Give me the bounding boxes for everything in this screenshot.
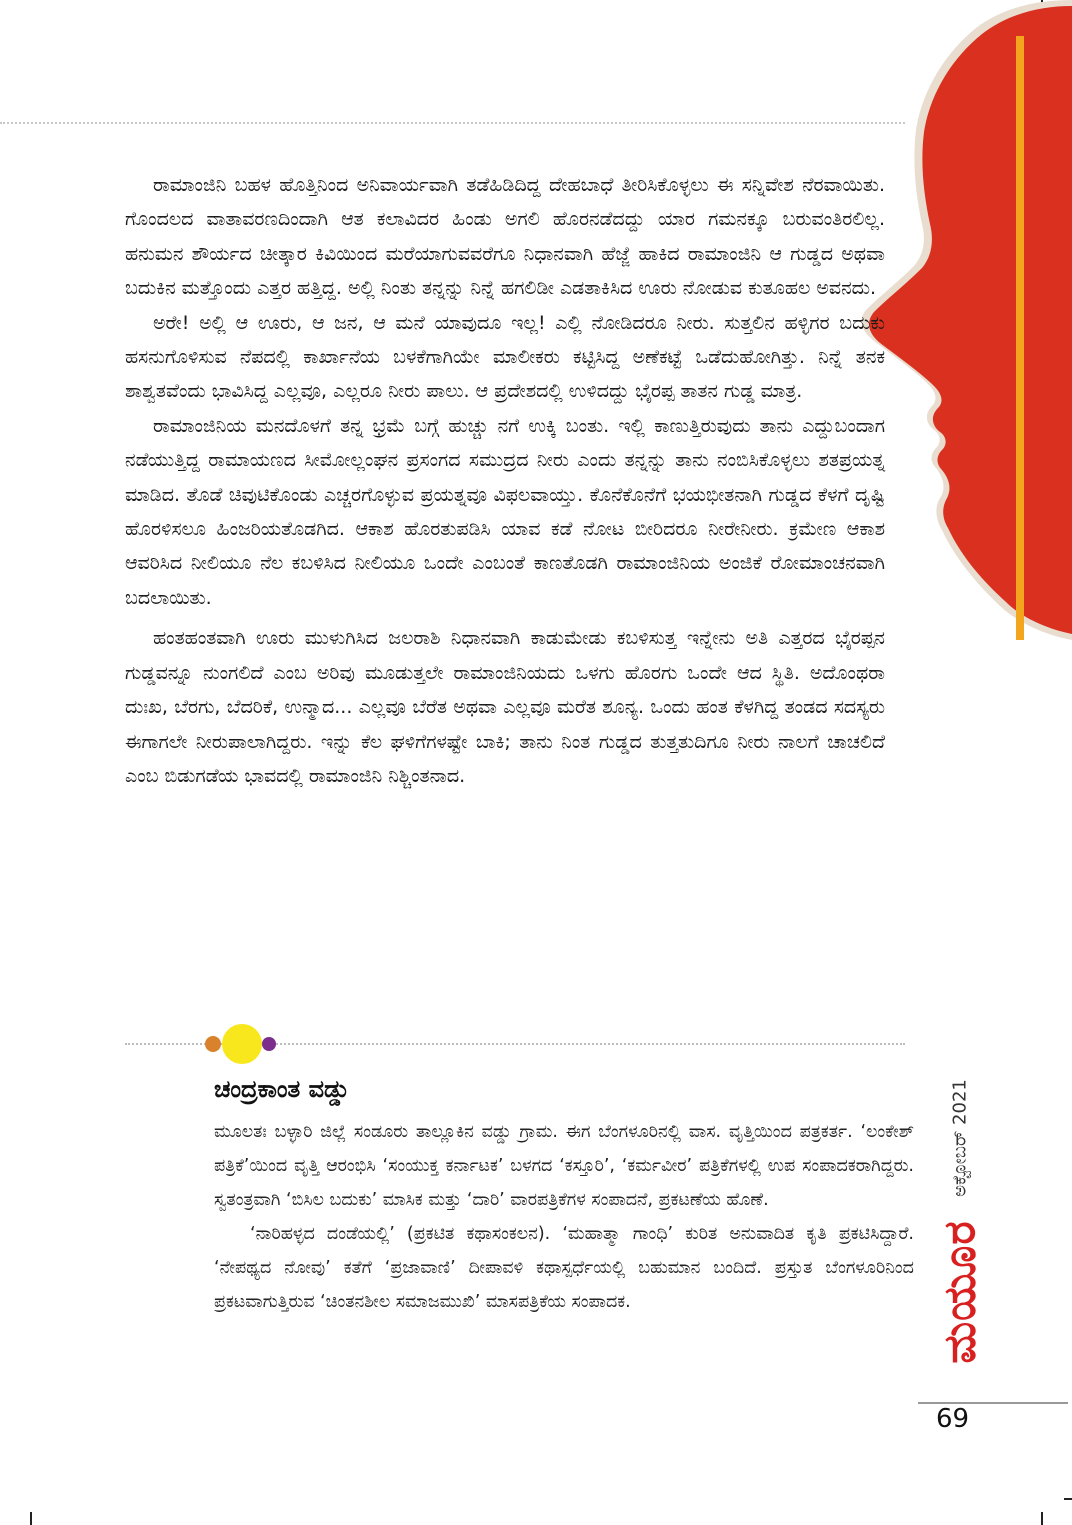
crop-mark xyxy=(30,1512,32,1525)
yellow-dot-icon xyxy=(222,1024,262,1064)
story-paragraph: ರಾಮಾಂಜಿನಿ ಬಹಳ ಹೊತ್ತಿನಿಂದ ಅನಿವಾರ್ಯವಾಗಿ ತಡೆಹಿಡಿದಿದ್ದ ದೇಹಬಾಧೆ ತೀರಿಸಿಕೊಳ್ಳಲು ಈ ಸನ್ನಿವೇಶ ನೆರವಾಯಿತು. ಗೊಂದಲದ ವಾತಾವರಣದಿಂದಾಗಿ ಆತ ಕಲಾವಿದರ ಹಿಂಡು ಅಗಲಿ ಹೊರನಡೆದದ್ದು ಯಾರ ಗಮನಕ್ಕೂ ಬರುವಂತಿರಲಿಲ್ಲ. ಹನುಮನ ಶೌರ್ಯದ ಚೀತ್ಕಾರ ಕಿವಿಯಿಂದ ಮರೆಯಾಗುವವರೆಗೂ ನಿಧಾನವಾಗಿ ಹೆಜ್ಜೆ ಹಾಕಿದ ರಾಮಾಂಜಿನಿ ಆ ಗುಡ್ಡದ ಅಥವಾ ಬದುಕಿನ ಮತ್ತೊಂದು ಎತ್ತರ ಹತ್ತಿದ್ದ. ಅಲ್ಲಿ ನಿಂತು ತನ್ನನ್ನು ನಿನ್ನೆ ಹಗಲಿಡೀ ಎಡತಾಕಿಸಿದ ಊರು ನೋಡುವ ಕುತೂಹಲ ಅವನದು. xyxy=(125,174,885,300)
top-dotted-divider xyxy=(0,122,905,124)
orange-dot-icon xyxy=(205,1036,221,1052)
crop-mark xyxy=(1064,1498,1072,1500)
story-text xyxy=(125,168,885,793)
story-paragraph: ರಾಮಾಂಜಿನಿಯ ಮನದೊಳಗೆ ತನ್ನ ಭ್ರಮೆ ಬಗ್ಗೆ ಹುಚ್ಚು ನಗೆ ಉಕ್ಕಿ ಬಂತು. ಇಲ್ಲಿ ಕಾಣುತ್ತಿರುವುದು ತಾನು ಎದ್ದುಬಂದಾಗ ನಡೆಯುತ್ತಿದ್ದ ರಾಮಾಯಣದ ಸೀಮೋಲ್ಲಂಘನ ಪ್ರಸಂಗದ ಸಮುದ್ರದ ನೀರು ಎಂದು ತನ್ನನ್ನು ತಾನು ನಂಬಿಸಿಕೊಳ್ಳಲು ಶತಪ್ರಯತ್ನ ಮಾಡಿದ. ತೊಡೆ ಚಿವುಟಿಕೊಂಡು ಎಚ್ಚರಗೊಳ್ಳುವ ಪ್ರಯತ್ನವೂ ವಿಫಲವಾಯ್ತು. ಕೊನೆಕೊನೆಗೆ ಭಯಭೀತನಾಗಿ ಗುಡ್ಡದ ಕೆಳಗೆ ದೃಷ್ಟಿ ಹೊರಳಿಸಲೂ ಹಿಂಜರಿಯತೊಡಗಿದ. ಆಕಾಶ ಹೊರತುಪಡಿಸಿ ಯಾವ ಕಡೆ ನೋಟ ಬೀರಿದರೂ ನೀರೇನೀರು. ಕ್ರಮೇಣ ಆಕಾಶ ಆವರಿಸಿದ ನೀಲಿಯೂ ನೆಲ ಕಬಳಿಸಿದ ನೀಲಿಯೂ ಒಂದೇ ಎಂಬಂತೆ ಕಾಣತೊಡಗಿ ರಾಮಾಂಜಿನಿಯ ಅಂಜಿಕೆ ರೋಮಾಂಚನವಾಗಿ ಬದಲಾಯಿತು. xyxy=(125,414,885,609)
bio-separator xyxy=(125,1030,905,1060)
purple-dot-icon xyxy=(262,1037,276,1051)
issue-date: ಅಕ್ಟೋಬರ್ 2021 xyxy=(949,1079,971,1197)
story-paragraph: ಅರೇ! ಅಲ್ಲಿ ಆ ಊರು, ಆ ಜನ, ಆ ಮನೆ ಯಾವುದೂ ಇಲ್ಲ! ಎಲ್ಲಿ ನೋಡಿದರೂ ನೀರು. ಸುತ್ತಲಿನ ಹಳ್ಳಿಗರ ಬದುಕು ಹಸನುಗೊಳಿಸುವ ನೆಪದಲ್ಲಿ ಕಾರ್ಖಾನೆಯ ಬಳಕೆಗಾಗಿಯೇ ಮಾಲೀಕರು ಕಟ್ಟಿಸಿದ್ದ ಅಣೆಕಟ್ಟೆ ಒಡೆದುಹೋಗಿತ್ತು. ನಿನ್ನೆ ತನಕ ಶಾಶ್ವತವೆಂದು ಭಾವಿಸಿದ್ದ ಎಲ್ಲವೂ, ಎಲ್ಲರೂ ನೀರು ಪಾಲು. ಆ ಪ್ರದೇಶದಲ್ಲಿ ಉಳಿದದ್ದು ಭೈರಪ್ಪ ತಾತನ ಗುಡ್ಡ ಮಾತ್ರ. xyxy=(125,311,885,403)
page-number: 69 xyxy=(936,1404,970,1434)
crop-mark xyxy=(1041,1512,1043,1525)
bio-paragraph: ‘ನಾರಿಹಳ್ಳದ ದಂಡೆಯಲ್ಲಿ’ (ಪ್ರಕಟಿತ ಕಥಾಸಂಕಲನ). ‘ಮಹಾತ್ಮಾ ಗಾಂಧಿ’ ಕುರಿತ ಅನುವಾದಿತ ಕೃತಿ ಪ್ರಕಟಿಸಿದ್ದಾರೆ. ‘ನೇಪಥ್ಯದ ನೋವು’ ಕತೆಗೆ ‘ಪ್ರಜಾವಾಣಿ’ ದೀಪಾವಳಿ ಕಥಾಸ್ಪರ್ಧೆಯಲ್ಲಿ ಬಹುಮಾನ ಬಂದಿದೆ. ಪ್ರಸ್ತುತ ಬೆಂಗಳೂರಿನಿಂದ ಪ್ರಕಟವಾಗುತ್ತಿರುವ ‘ಚಿಂತನಶೀಲ ಸಮಾಜಮುಖಿ’ ಮಾಸಪತ್ರಿಕೆಯ ಸಂಪಾದಕ. xyxy=(214,1224,914,1312)
author-bio xyxy=(214,1115,914,1319)
author-name: ಚಂದ್ರಕಾಂತ ವಡ್ಡು xyxy=(214,1075,350,1103)
bio-paragraph: ಮೂಲತಃ ಬಳ್ಳಾರಿ ಜಿಲ್ಲೆ ಸಂಡೂರು ತಾಲ್ಲೂಕಿನ ವಡ್ಡು ಗ್ರಾಮ. ಈಗ ಬೆಂಗಳೂರಿನಲ್ಲಿ ವಾಸ. ವೃತ್ತಿಯಿಂದ ಪತ್ರಕರ್ತ. ‘ಲಂಕೇಶ್ ಪತ್ರಿಕೆ’ಯಿಂದ ವೃತ್ತಿ ಆರಂಭಿಸಿ ‘ಸಂಯುಕ್ತ ಕರ್ನಾಟಕ’ ಬಳಗದ ‘ಕಸ್ತೂರಿ’, ‘ಕರ್ಮವೀರ’ ಪತ್ರಿಕೆಗಳಲ್ಲಿ ಉಪ ಸಂಪಾದಕರಾಗಿದ್ದರು. ಸ್ವತಂತ್ರವಾಗಿ ‘ಬಿಸಿಲ ಬದುಕು’ ಮಾಸಿಕ ಮತ್ತು ‘ದಾರಿ’ ವಾರಪತ್ರಿಕೆಗಳ ಸಂಪಾದನೆ, ಪ್ರಕಟಣೆಯ ಹೊಣೆ. xyxy=(214,1122,914,1210)
magazine-brand: ಮಯೂರ xyxy=(934,1220,986,1364)
story-paragraph: ಹಂತಹಂತವಾಗಿ ಊರು ಮುಳುಗಿಸಿದ ಜಲರಾಶಿ ನಿಧಾನವಾಗಿ ಕಾಡುಮೇಡು ಕಬಳಿಸುತ್ತ ಇನ್ನೇನು ಅತಿ ಎತ್ತರದ ಭೈರಪ್ಪನ ಗುಡ್ಡವನ್ನೂ ನುಂಗಲಿದೆ ಎಂಬ ಅರಿವು ಮೂಡುತ್ತಲೇ ರಾಮಾಂಜಿನಿಯದು ಒಳಗು ಹೊರಗು ಒಂದೇ ಆದ ಸ್ಥಿತಿ. ಅದೊಂಥರಾ ದುಃಖ, ಬೆರಗು, ಬೆದರಿಕೆ, ಉನ್ಮಾದ... ಎಲ್ಲವೂ ಬೆರೆತ ಅಥವಾ ಎಲ್ಲವೂ ಮರೆತ ಶೂನ್ಯ. ಒಂದು ಹಂತ ಕೆಳಗಿದ್ದ ತಂಡದ ಸದಸ್ಯರು ಈಗಾಗಲೇ ನೀರುಪಾಲಾಗಿದ್ದರು. ಇನ್ನು ಕೆಲ ಘಳಿಗೆಗಳಷ್ಟೇ ಬಾಕಿ; ತಾನು ನಿಂತ ಗುಡ್ಡದ ತುತ್ತತುದಿಗೂ ನೀರು ನಾಲಗೆ ಚಾಚಲಿದೆ ಎಂಬ ಬಿಡುಗಡೆಯ ಭಾವದಲ್ಲಿ ರಾಮಾಂಜಿನಿ ನಿಶ್ಚಿಂತನಾದ. xyxy=(125,627,885,787)
